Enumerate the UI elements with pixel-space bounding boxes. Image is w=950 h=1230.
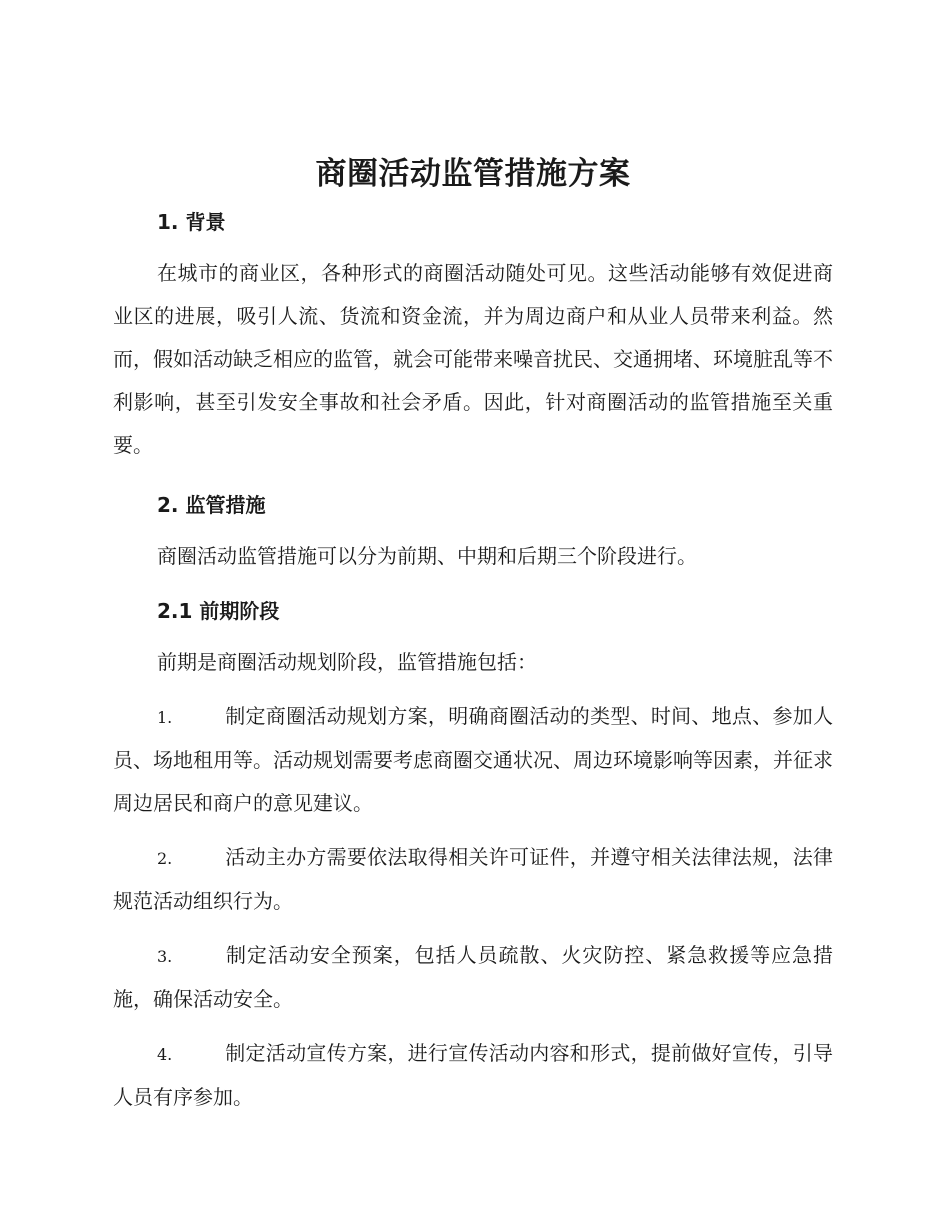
- early-stage-intro: 前期是商圈活动规划阶段，监管措施包括：: [157, 650, 537, 674]
- section-heading-early-stage: 2.1 前期阶段: [157, 599, 280, 623]
- document-title: 商圈活动监管措施方案: [315, 156, 631, 192]
- background-paragraph: 在城市的商业区，各种形式的商圈活动随处可见。这些活动能够有效促进商业区的进展，吸引人流、货流和资金流，并为周边商户和从业人员带来利益。然而，假如活动缺乏相应的监管，就会可能带来噪音扰民、交通拥堵、环境脏乱等不利影响，甚至引发安全事故和社会矛盾。因此，针对商圈活动的监管措施至关重要。: [113, 261, 833, 457]
- section-heading-measures: 2. 监管措施: [157, 493, 266, 517]
- list-item-number: 4.: [157, 1045, 173, 1064]
- list-item: [113, 836, 833, 923]
- list-item: [113, 695, 833, 825]
- list-item-text: 制定活动安全预案，包括人员疏散、火灾防控、紧急救援等应急措施，确保活动安全。: [113, 943, 833, 1011]
- list-item-number: 3.: [157, 947, 173, 966]
- list-item-number: 1.: [157, 708, 173, 727]
- list-item-text: 制定活动宣传方案，进行宣传活动内容和形式，提前做好宣传，引导人员有序参加。: [113, 1041, 833, 1109]
- section-heading-background: 1. 背景: [157, 210, 226, 234]
- list-item: [113, 1032, 833, 1119]
- list-item-number: 2.: [157, 849, 173, 868]
- list-item: [113, 934, 833, 1021]
- list-item-text: 活动主办方需要依法取得相关许可证件，并遵守相关法律法规，法律规范活动组织行为。: [113, 845, 833, 913]
- document-page: [113, 150, 833, 1119]
- measures-paragraph: 商圈活动监管措施可以分为前期、中期和后期三个阶段进行。: [157, 544, 697, 568]
- list-item-text: 制定商圈活动规划方案，明确商圈活动的类型、时间、地点、参加人员、场地租用等。活动规划需要考虑商圈交通状况、周边环境影响等因素，并征求周边居民和商户的意见建议。: [113, 704, 833, 815]
